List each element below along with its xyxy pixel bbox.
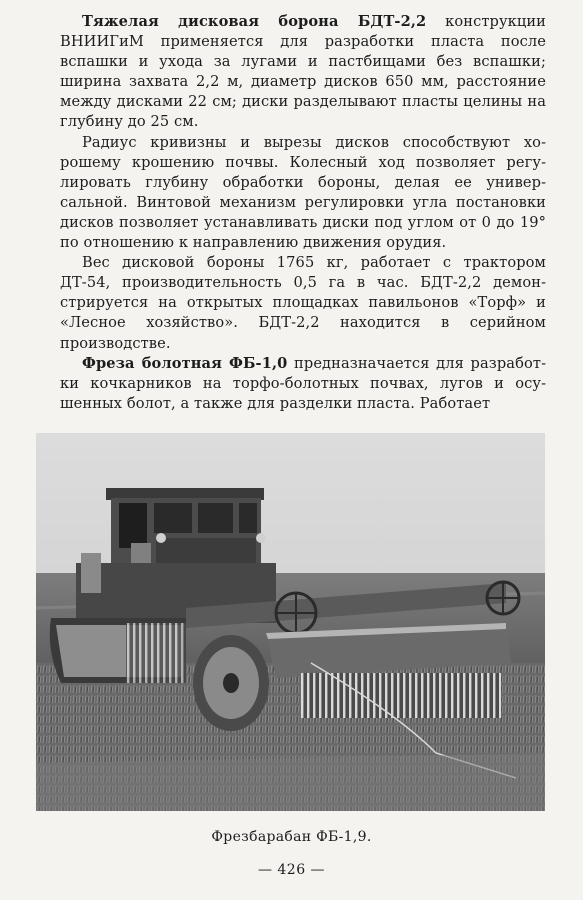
page-number: — 426 —: [257, 862, 326, 878]
paragraph: [60, 12, 546, 133]
machine-photo: [36, 433, 545, 811]
body-text: [60, 12, 546, 414]
tractor-with-mill-illustration: [36, 433, 545, 811]
paragraph: [60, 133, 546, 254]
paragraph-text: Радиус кривизны и вырезы дисков способствуют хорошему крошению почвы. Колесный ход позволяет регулировать глубину обработки бороны, делая ее универсальной. Винтовой механизм регулировки угла постановки дисков позволяет устанавливать диски под углом от 0 до 19° по отношению к направлению движения орудия.: [60, 133, 546, 252]
paragraph-text: предназначается для разработки кочкарников на торфо-болотных почвах, лугов и осушенных болот, а также для разделки пласта. Работает: [60, 354, 546, 412]
paragraph-lead: Тяжелая дисковая борона БДТ-2,2: [82, 13, 427, 30]
paragraph: [60, 253, 546, 353]
paragraph-text: Вес дисковой бороны 1765 кг, работает с трактором ДТ-54, производительность 0,5 га в час. БДТ-2,2 демонстрируется на открытых площадках павильонов «Торф» и «Лесное хозяйство». БДТ-2,2 находится в серийном производстве.: [60, 254, 546, 352]
paragraph-lead: Фреза болотная ФБ-1,0: [82, 354, 288, 372]
paragraph-text: конструкции ВНИИГиМ применяется для разработки пласта после вспашки и ухода за лугами и пастбищами без вспашки; ширина захвата 2,2 м, диаметр дисков 650 мм, расстояние между дисками 22 см; диски разделывают пласты целины на глубину до 25 см.: [60, 13, 547, 131]
paragraph: [60, 354, 546, 414]
photo-caption: Фрезбарабан ФБ-1,9.: [211, 829, 372, 845]
